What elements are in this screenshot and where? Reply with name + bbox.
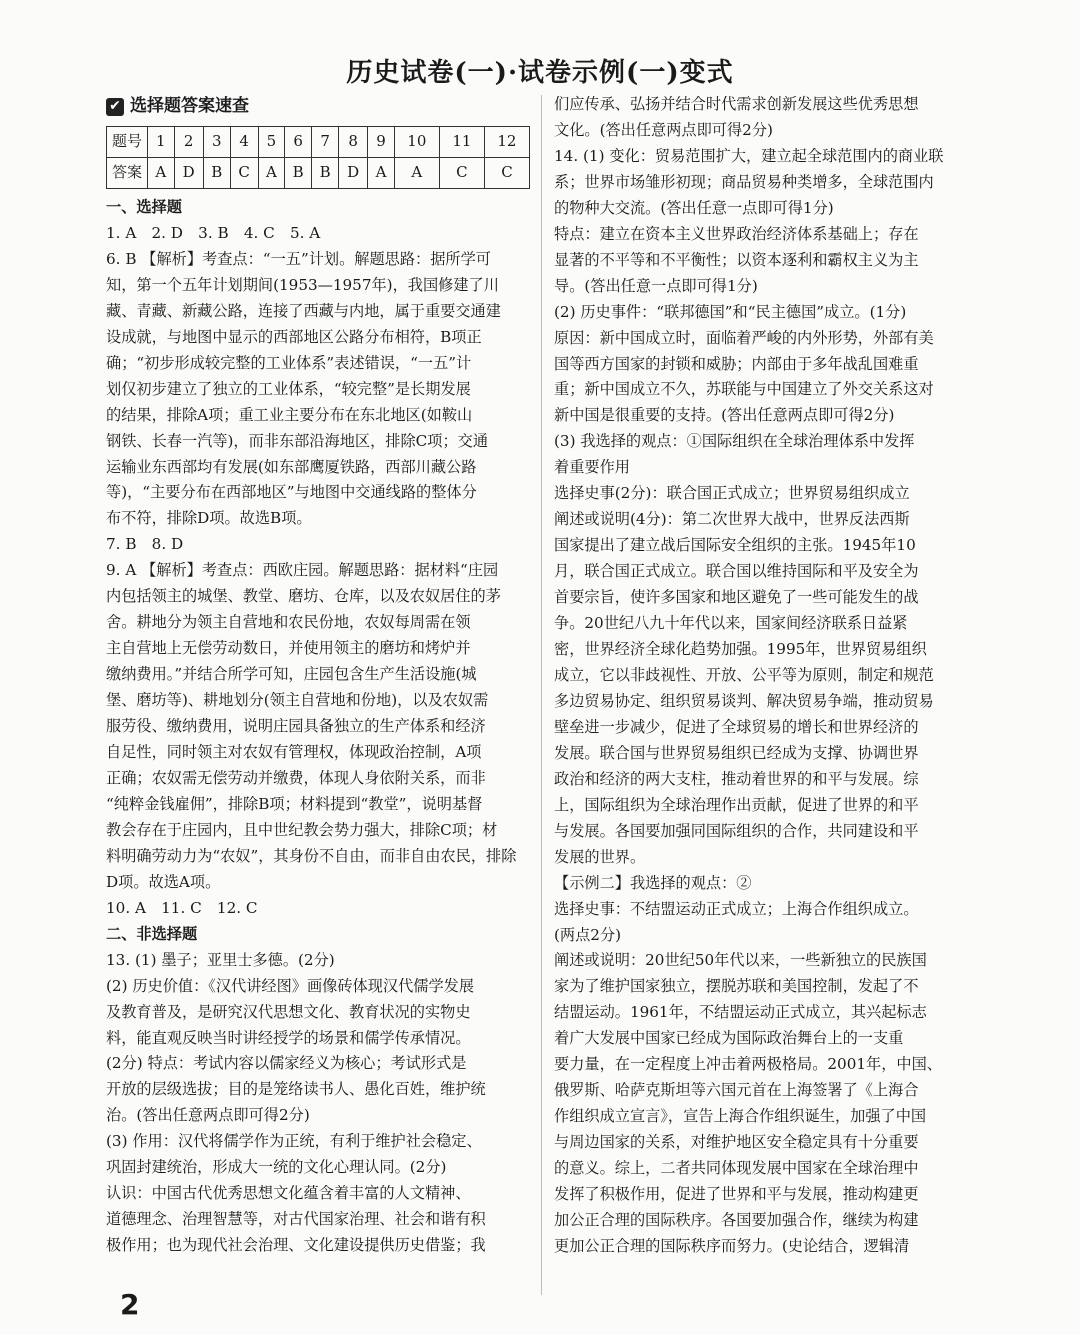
- right-column: [554, 92, 978, 1260]
- text-line: 成立，它以非歧视性、开放、公平等为原则，制定和规范: [554, 665, 934, 684]
- section-heading-choice: 一、选择题: [106, 198, 182, 216]
- text-line: 极作用；也为现代社会治理、文化建设提供历史借鉴；我: [106, 1236, 486, 1255]
- text-line: 13. (1) 墨子；亚里士多德。(2分): [106, 950, 335, 969]
- text-line: 多边贸易协定、组织贸易谈判、解决贸易争端，推动贸易: [554, 691, 934, 710]
- question-6: [106, 247, 530, 532]
- question-number-cell: 1: [148, 127, 175, 158]
- text-line: (2) 历史事件：“联邦德国”和“民主德国”成立。(1分): [554, 302, 907, 321]
- text-line: 的物种大交流。(答出任意一点即可得1分): [554, 198, 834, 217]
- text-line: 要力量，在一定程度上冲击着两极格局。2001年，中国、: [554, 1055, 942, 1074]
- checkmark-icon: ✔: [106, 98, 124, 116]
- text-line: 运输业东西部均有发展(如东部鹰厦铁路，西部川藏公路: [106, 457, 477, 476]
- text-line: 舍。耕地分为领主自营地和农民份地，农奴每周需在领: [106, 613, 471, 632]
- text-line: 新中国是很重要的支持。(答出任意两点即可得2分): [554, 406, 895, 425]
- answer-cell: C: [439, 158, 484, 189]
- answer-cell: A: [258, 158, 285, 189]
- text-line: 壁垒进一步减少，促进了全球贸易的增长和世界经济的: [554, 717, 919, 736]
- question-13: [106, 948, 530, 1259]
- question-number-cell: 4: [230, 127, 258, 158]
- text-line: 藏、青藏、新藏公路，连接了西藏与内地，属于重要交通建: [106, 301, 501, 320]
- text-line: 密，世界经济全球化趋势加强。1995年，世界贸易组织: [554, 640, 927, 659]
- answer-table-row-answers: [107, 158, 530, 189]
- text-line: 巩固封建统治，形成大一统的文化心理认同。(2分): [106, 1158, 447, 1177]
- text-line: 家为了维护国家独立，摆脱苏联和美国控制，发起了不: [554, 977, 919, 996]
- answer-check-heading: [106, 92, 530, 122]
- question-number-cell: 6: [285, 127, 312, 158]
- text-line: 治。(答出任意两点即可得2分): [106, 1106, 310, 1125]
- question-9: [106, 558, 530, 895]
- question-number-cell: 12: [484, 127, 529, 158]
- text-line: 政治和经济的两大支柱，推动着世界的和平与发展。综: [554, 769, 919, 788]
- page-title: 历史试卷(一)·试卷示例(一)变式: [346, 58, 734, 88]
- answers-7-8: 7. B 8. D: [106, 535, 184, 554]
- text-line: 6. B 【解析】考查点：“一五”计划。解题思路：据所学可: [106, 249, 491, 268]
- text-line: 俄罗斯、哈萨克斯坦等六国元首在上海签署了《上海合: [554, 1081, 919, 1100]
- question-number-cell: 5: [258, 127, 285, 158]
- text-line: 【示例二】我选择的观点：②: [554, 873, 752, 892]
- text-line: 的意义。综上，二者共同体现发展中国家在全球治理中: [554, 1159, 919, 1178]
- text-line: “纯粹金钱雇佣”，排除B项；材料提到“教堂”，说明基督: [106, 794, 483, 813]
- text-line: 缴纳费用。”并结合所学可知，庄园包含生产生活设施(城: [106, 665, 477, 684]
- text-line: 加公正合理的国际秩序。各国要加强合作，继续为构建: [554, 1210, 919, 1229]
- text-line: 等)，“主要分布在西部地区”与地图中交通线路的整体分: [106, 483, 477, 502]
- column-divider: [541, 95, 542, 1295]
- text-line: 及教育普及，是研究汉代思想文化、教育状况的实物史: [106, 1002, 471, 1021]
- text-line: 特点：建立在资本主义世界政治经济体系基础上；存在: [554, 224, 919, 243]
- text-line: 阐述或说明(4分)：第二次世界大战中，世界反法西斯: [554, 510, 910, 529]
- text-line: 主自营地上无偿劳动数日，并使用领主的磨坊和烤炉并: [106, 639, 471, 658]
- text-line: 系；世界市场雏形初现；商品贸易种类增多，全球范围内: [554, 172, 934, 191]
- right-column-text: [554, 92, 978, 1260]
- text-line: 道德理念、治理智慧等，对古代国家治理、社会和谐有积: [106, 1210, 486, 1229]
- answer-cell: D: [174, 158, 203, 189]
- text-line: 结盟运动。1961年，不结盟运动正式成立，其兴起标志: [554, 1003, 927, 1022]
- text-line: 知，第一个五年计划期间(1953—1957年)，我国修建了川: [106, 275, 499, 294]
- text-line: D项。故选A项。: [106, 872, 221, 891]
- text-line: 确；“初步形成较完整的工业体系”表述错误，“一五”计: [106, 353, 472, 372]
- page-number: 2: [120, 1288, 140, 1321]
- answer-cell: C: [230, 158, 258, 189]
- text-line: 设成就，与地图中显示的西部地区公路分布相符，B项正: [106, 327, 482, 346]
- question-number-cell: 7: [312, 127, 339, 158]
- question-number-cell: 11: [439, 127, 484, 158]
- answer-cell: B: [312, 158, 339, 189]
- text-line: 布不符，排除D项。故选B项。: [106, 509, 312, 528]
- text-line: 作组织成立宣言》，宣告上海合作组织诞生，加强了中国: [554, 1107, 927, 1126]
- left-column: [106, 92, 530, 1259]
- question-number-cell: 8: [339, 127, 368, 158]
- answers-1-5: 1. A 2. D 3. B 4. C 5. A: [106, 223, 321, 242]
- text-line: 发挥了积极作用，促进了世界和平与发展，推动构建更: [554, 1185, 919, 1204]
- text-line: 发展。联合国与世界贸易组织已经成为支撑、协调世界: [554, 743, 919, 762]
- text-line: 显著的不平等和不平衡性；以资本逐利和霸权主义为主: [554, 250, 919, 269]
- text-line: 选择史事(2分)：联合国正式成立；世界贸易组织成立: [554, 484, 910, 503]
- text-line: 与周边国家的关系，对维护地区安全稳定具有十分重要: [554, 1133, 919, 1152]
- answer-cell: B: [285, 158, 312, 189]
- text-line: 阐述或说明：20世纪50年代以来，一些新独立的民族国: [554, 951, 927, 970]
- text-line: 首要宗旨，使许多国家和地区避免了一些可能发生的战: [554, 588, 919, 607]
- text-line: 开放的层级选拔；目的是笼络读书人、愚化百姓，维护统: [106, 1080, 486, 1099]
- text-line: 料，能直观反映当时讲经授学的场景和儒学传承情况。: [106, 1028, 471, 1047]
- text-line: (两点2分): [554, 925, 622, 944]
- text-line: 国家提出了建立战后国际安全组织的主张。1945年10: [554, 536, 916, 555]
- text-line: 原因：新中国成立时，面临着严峻的内外形势，外部有美: [554, 328, 934, 347]
- text-line: 料明确劳动力为“农奴”，其身份不自由，而非自由农民，排除: [106, 846, 517, 865]
- text-line: 服劳役、缴纳费用，说明庄园具备独立的生产体系和经济: [106, 717, 486, 736]
- answers-10-12: 10. A 11. C 12. C: [106, 898, 258, 917]
- text-line: 重；新中国成立不久，苏联能与中国建立了外交关系这对: [554, 380, 934, 399]
- answer-table: [106, 126, 530, 189]
- text-line: 9. A 【解析】考查点：西欧庄园。解题思路：据材料“庄园: [106, 561, 499, 580]
- text-line: 认识：中国古代优秀思想文化蕴含着丰富的人文精神、: [106, 1184, 471, 1203]
- question-number-cell: 2: [174, 127, 203, 158]
- text-line: (2) 历史价值：《汉代讲经图》画像砖体现汉代儒学发展: [106, 976, 475, 995]
- answer-cell: C: [484, 158, 529, 189]
- text-line: 与发展。各国要加强同国际组织的合作，共同建设和平: [554, 821, 919, 840]
- text-line: 导。(答出任意一点即可得1分): [554, 276, 758, 295]
- section-heading-nonchoice: 二、非选择题: [106, 924, 198, 943]
- answer-cell: A: [148, 158, 175, 189]
- text-line: 发展的世界。: [554, 847, 646, 866]
- text-line: 堡、磨坊等)、耕地划分(领主自营地和份地)，以及农奴需: [106, 691, 489, 710]
- text-line: 争。20世纪八九十年代以来，国家间经济联系日益紧: [554, 614, 908, 633]
- text-line: 着广大发展中国家已经成为国际政治舞台上的一支重: [554, 1029, 904, 1048]
- text-line: 文化。(答出任意两点即可得2分): [554, 120, 773, 139]
- question-number-cell: 9: [368, 127, 395, 158]
- text-line: 内包括领主的城堡、教堂、磨坊、仓库，以及农奴居住的茅: [106, 587, 501, 606]
- answer-cell: D: [339, 158, 368, 189]
- text-line: 划仅初步建立了独立的工业体系，“较完整”是长期发展: [106, 379, 471, 398]
- text-line: 自足性，同时领主对农奴有管理权，体现政治控制，A项: [106, 743, 482, 762]
- question-number-cell: 3: [203, 127, 230, 158]
- text-line: 月，联合国正式成立。联合国以维持国际和平及安全为: [554, 562, 919, 581]
- text-line: 上，国际组织为全球治理作出贡献，促进了世界的和平: [554, 795, 919, 814]
- answer-table-row-numbers: [107, 127, 530, 158]
- text-line: 着重要作用: [554, 458, 630, 477]
- text-line: 更加公正合理的国际秩序而努力。(史论结合，逻辑清: [554, 1236, 910, 1255]
- text-line: (3) 我选择的观点：①国际组织在全球治理体系中发挥: [554, 432, 915, 451]
- text-line: 的结果，排除A项；重工业主要分布在东北地区(如鞍山: [106, 405, 473, 424]
- answer-check-title: 选择题答案速查: [130, 96, 249, 117]
- row-label-numbers: 题号: [107, 127, 148, 158]
- text-line: (2分) 特点：考试内容以儒家经义为核心；考试形式是: [106, 1054, 467, 1073]
- answer-cell: A: [394, 158, 439, 189]
- text-line: 教会存在于庄园内，且中世纪教会势力强大，排除C项；材: [106, 820, 498, 839]
- text-line: 们应传承、弘扬并结合时代需求创新发展这些优秀思想: [554, 95, 919, 113]
- text-line: 14. (1) 变化：贸易范围扩大，建立起全球范围内的商业联: [554, 146, 944, 165]
- question-number-cell: 10: [394, 127, 439, 158]
- text-line: 选择史事：不结盟运动正式成立；上海合作组织成立。: [554, 899, 919, 918]
- text-line: (3) 作用：汉代将儒学作为正统，有利于维护社会稳定、: [106, 1132, 482, 1151]
- answer-cell: A: [368, 158, 395, 189]
- text-line: 正确；农奴需无偿劳动并缴费，体现人身依附关系，而非: [106, 768, 486, 787]
- row-label-answers: 答案: [107, 158, 148, 189]
- text-line: 钢铁、长春一汽等)，而非东部沿海地区，排除C项；交通: [106, 431, 489, 450]
- answer-cell: B: [203, 158, 230, 189]
- text-line: 国等西方国家的封锁和威胁；内部由于多年战乱国难重: [554, 354, 919, 373]
